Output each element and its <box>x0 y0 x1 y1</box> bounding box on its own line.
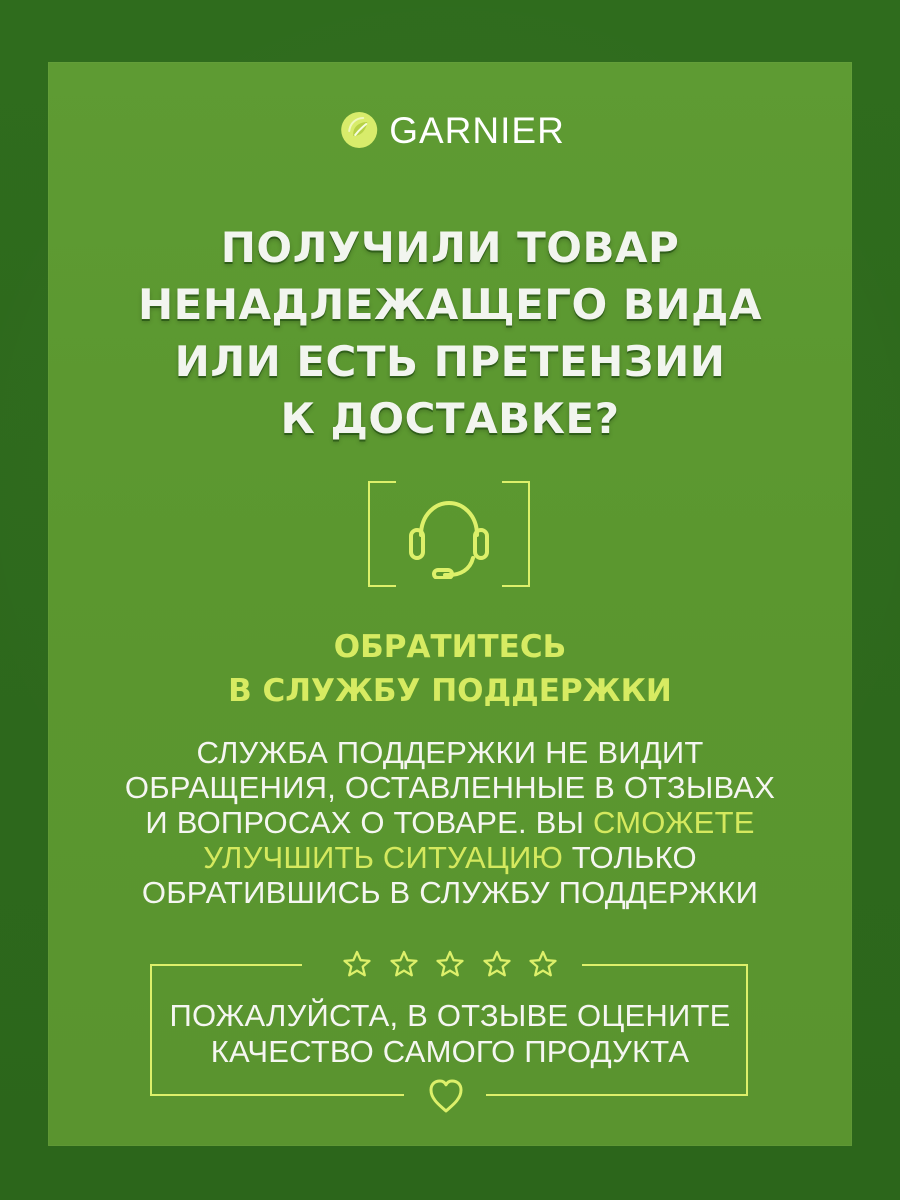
support-icon-frame <box>368 481 530 589</box>
review-line-2: КАЧЕСТВО САМОГО ПРОДУКТА <box>210 1034 690 1069</box>
body-line-4-suffix: ТОЛЬКО <box>562 840 697 875</box>
body-line-3 <box>104 807 796 838</box>
review-frame-bottom-right <box>486 1094 748 1096</box>
star-icon <box>480 948 514 982</box>
review-frame-bottom-left <box>150 1094 404 1096</box>
right-bracket <box>502 481 530 587</box>
left-bracket <box>368 481 396 587</box>
leaf-logo-icon <box>335 106 383 154</box>
body-line-4-highlight: УЛУЧШИТЬ СИТУАЦИЮ <box>203 840 563 875</box>
star-icon <box>526 948 560 982</box>
rating-stars <box>340 945 560 985</box>
body-line-1: СЛУЖБА ПОДДЕРЖКИ НЕ ВИДИТ <box>196 735 704 770</box>
body-line-5: ОБРАТИВШИСЬ В СЛУЖБУ ПОДДЕРЖКИ <box>141 875 759 910</box>
headset-icon <box>399 491 499 579</box>
review-frame-top-right <box>582 964 746 966</box>
headline-line-4: К ДОСТАВКЕ? <box>280 394 620 443</box>
headline-line-2: НЕНАДЛЕЖАЩЕГО ВИДА <box>138 280 762 329</box>
star-icon <box>340 948 374 982</box>
brand-name: GARNIER <box>389 110 565 151</box>
headline-line-3: ИЛИ ЕСТЬ ПРЕТЕНЗИИ <box>174 337 726 386</box>
body-line-2: ОБРАЩЕНИЯ, ОСТАВЛЕННЫЕ В ОТЗЫВАХ <box>124 770 776 805</box>
heart-icon <box>424 1076 468 1116</box>
support-title-line-2: В СЛУЖБУ ПОДДЕРЖКИ <box>228 673 672 709</box>
review-line-1: ПОЖАЛУЙСТА, В ОТЗЫВЕ ОЦЕНИТЕ <box>169 998 731 1033</box>
star-icon <box>387 948 421 982</box>
star-icon <box>433 948 467 982</box>
garnier-logo <box>335 102 565 158</box>
body-line-4 <box>104 842 796 873</box>
body-line-3-prefix: И ВОПРОСАХ О ТОВАРЕ. ВЫ <box>145 805 593 840</box>
support-title-line-1: ОБРАТИТЕСЬ <box>333 629 567 665</box>
headline-line-1: ПОЛУЧИЛИ ТОВАР <box>220 223 680 272</box>
body-line-3-highlight: СМОЖЕТЕ <box>592 805 755 840</box>
review-frame-top-left <box>150 964 302 966</box>
